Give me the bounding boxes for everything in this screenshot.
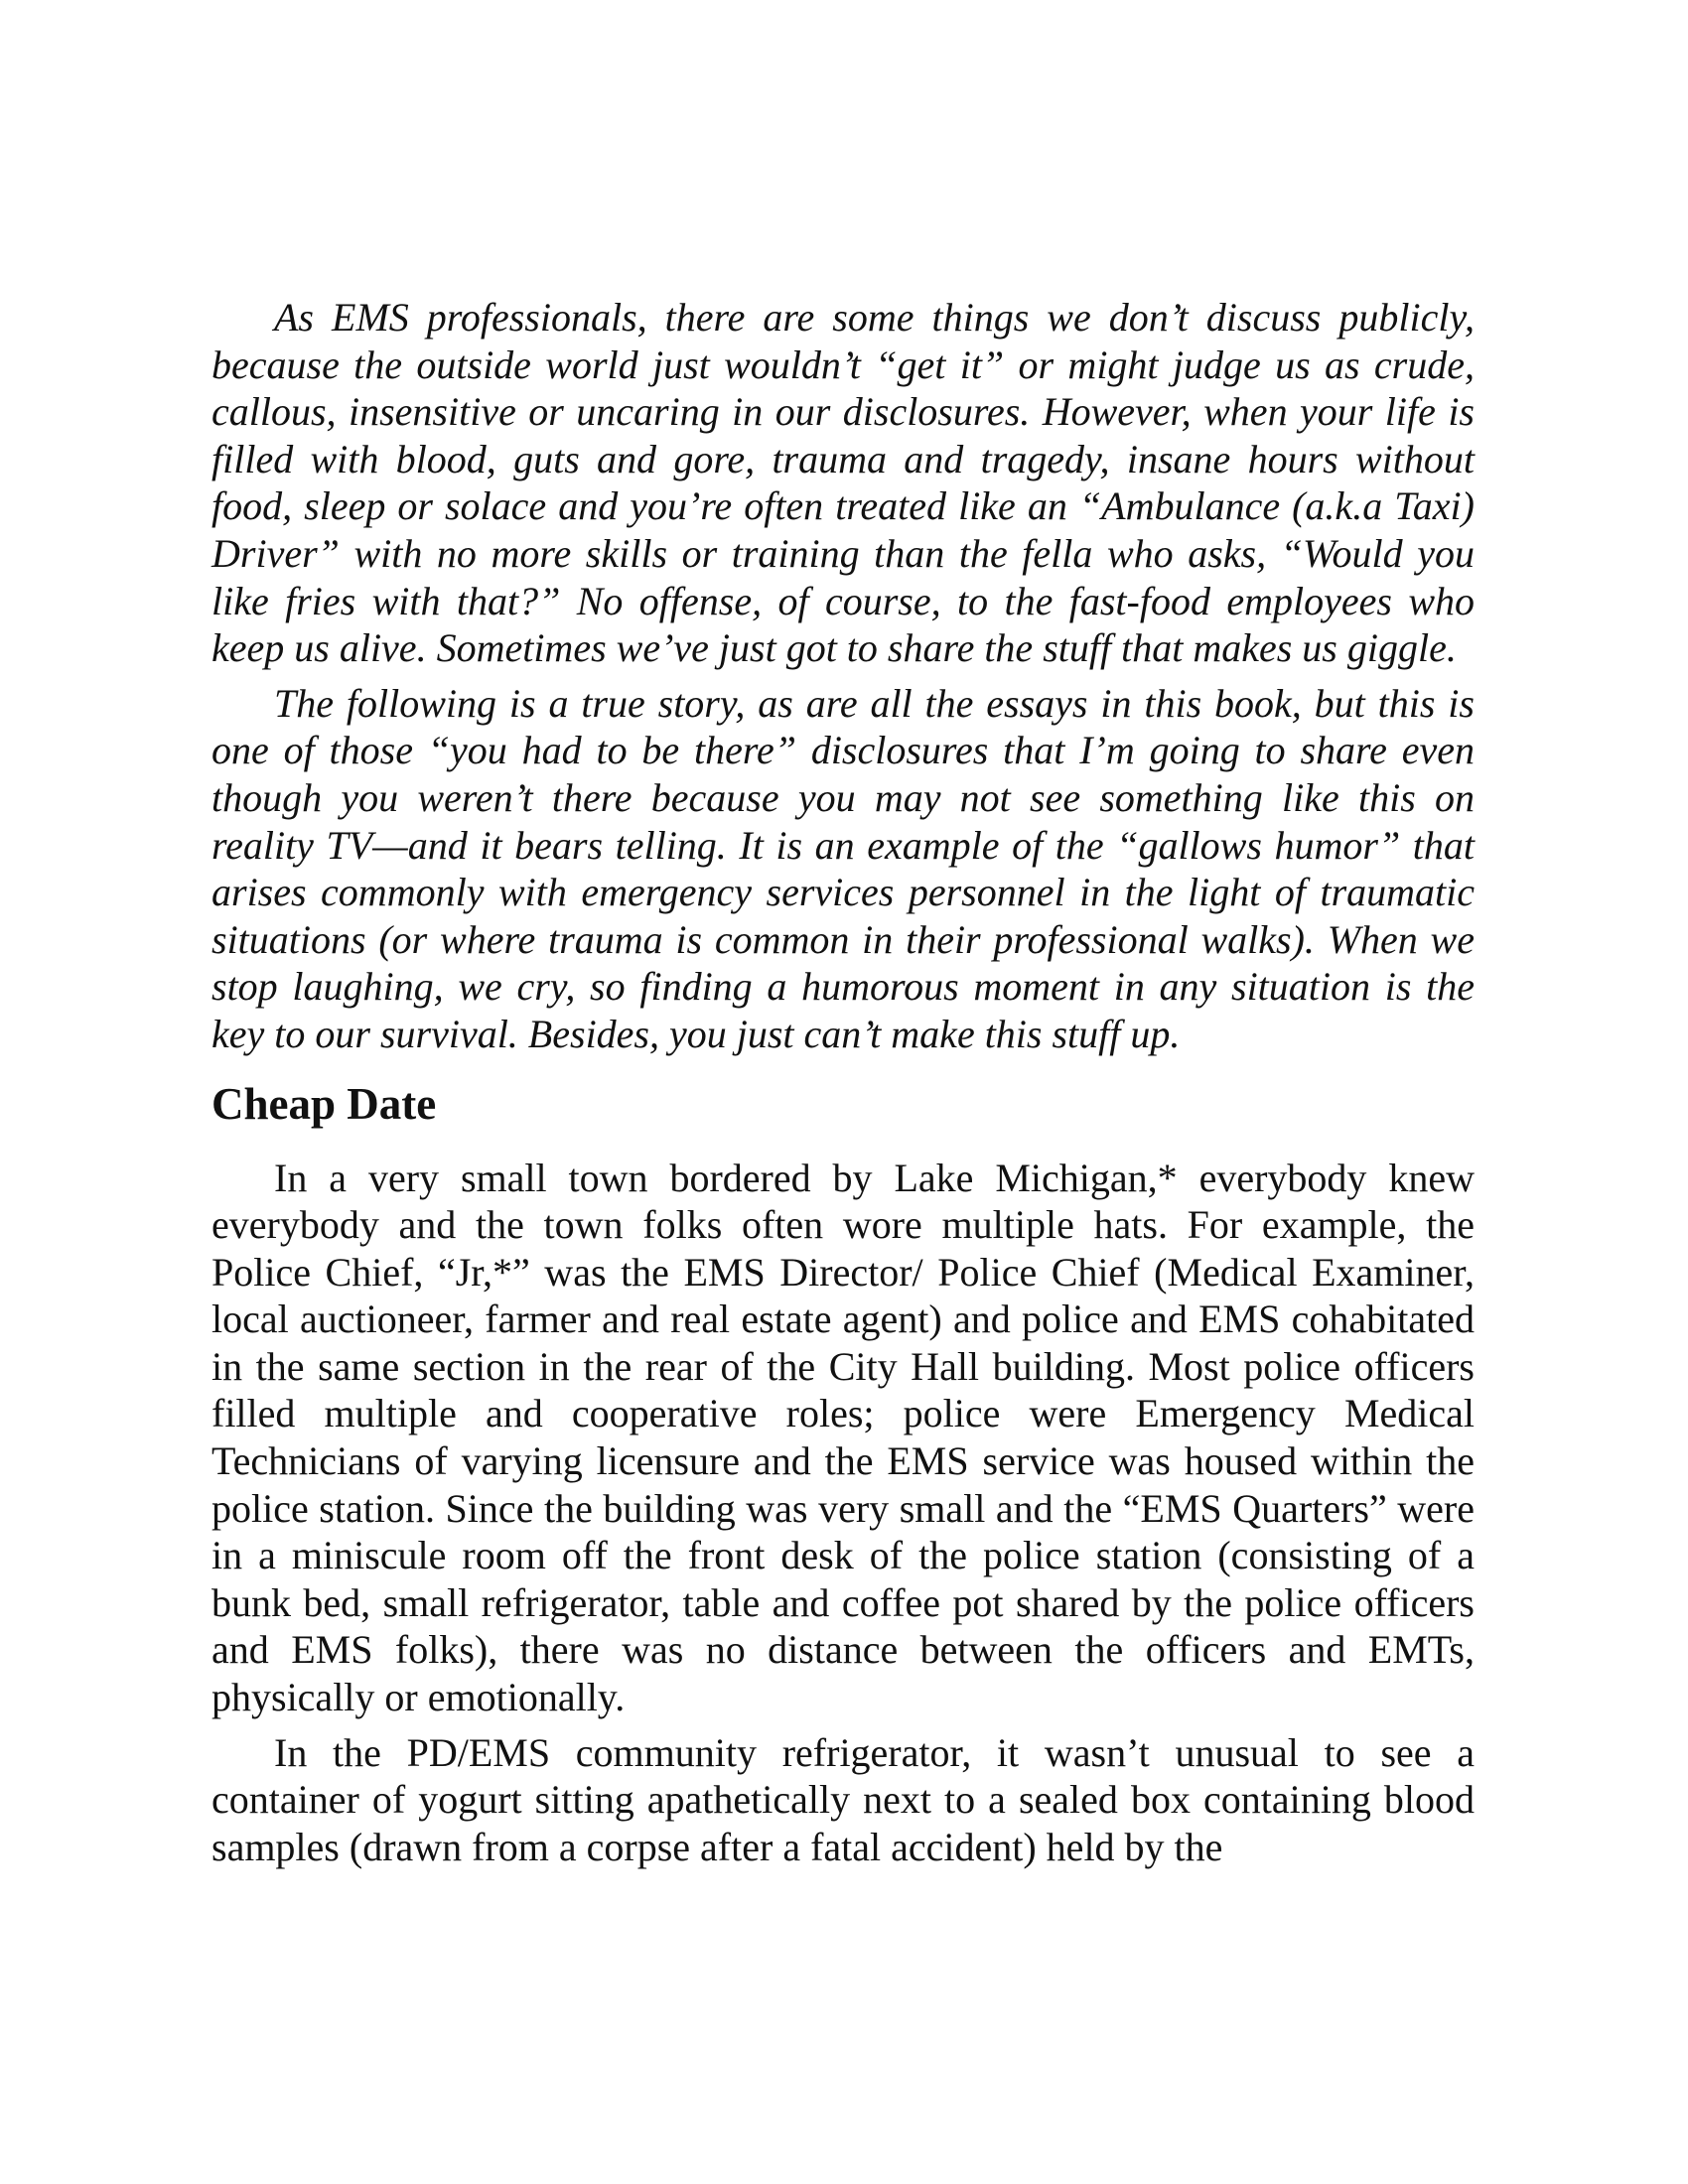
- body-paragraph-1: In a very small town bordered by Lake Michigan,* everybody knew everybody and the town folks often wore multiple hats. For example, the Police Chief, “Jr,*” was the EMS Director/ Police Chief (Medical Examiner, local auctioneer, farmer and real estate agent) and police and EMS cohabitated in the same section in the rear of the City Hall building. Most police officers filled multiple and cooperative roles; police were Emergency Medical Technicians of varying licensure and the EMS service was housed within the police station. Since the building was very small and the “EMS Quarters” were in a miniscule room off the front desk of the police station (consisting of a bunk bed, small refrigerator, table and coffee pot shared by the police officers and EMS folks), there was no distance between the officers and EMTs, physically or emotionally.: [211, 1155, 1475, 1720]
- body-paragraph-2: In the PD/EMS community refrigerator, it wasn’t unusual to see a container of yogurt sitting apathetically next to a sealed box containing blood samples (drawn from a corpse after a fatal accident) held by the: [211, 1729, 1475, 1869]
- intro-paragraph-1: As EMS professionals, there are some things we don’t discuss publicly, because the outside world just wouldn’t “get it” or might judge us as crude, callous, insensitive or uncaring in our disclosures. However, when your life is filled with blood, guts and gore, trauma and tragedy, insane hours without food, sleep or solace and you’re often treated like an “Ambulance (a.k.a Taxi) Driver” with no more skills or training than the fella who asks, “Would you like fries with that?” No offense, of course, to the fast-food employees who keep us alive. Sometimes we’ve just got to share the stuff that makes us giggle.: [211, 295, 1475, 671]
- section-title: Cheap Date: [211, 1078, 437, 1129]
- intro-paragraph-2: The following is a true story, as are all the essays in this book, but this is one of those “you had to be there” disclosures that I’m going to share even though you weren’t there because you may not see something like this on reality TV—and it bears telling. It is an example of the “gallows humor” that arises commonly with emergency services personnel in the light of traumatic situations (or where trauma is common in their professional walks). When we stop laughing, we cry, so finding a humorous moment in any situation is the key to our survival. Besides, you just can’t make this stuff up.: [211, 680, 1475, 1056]
- page-content: [211, 294, 1475, 1870]
